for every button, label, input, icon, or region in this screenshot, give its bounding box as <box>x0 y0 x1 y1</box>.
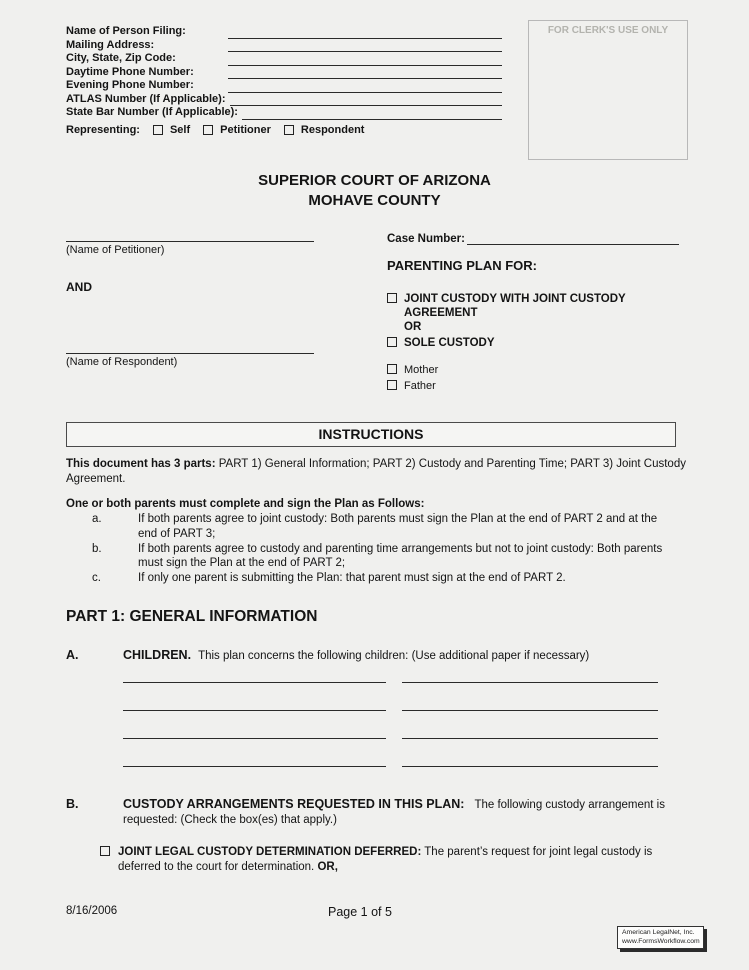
filer-info-block <box>66 25 502 120</box>
child-row-3 <box>123 738 688 739</box>
section-a-body <box>123 648 589 662</box>
section-b-custody-arrangements <box>66 797 688 828</box>
clerk-use-only-box <box>528 20 688 160</box>
legalnet-badge-line1: American LegalNet, Inc. <box>622 929 695 936</box>
deferred-text: The parent’s request for joint legal custody is deferred to the court for determination. <box>118 846 653 873</box>
city-state-zip-line[interactable] <box>228 54 502 66</box>
representing-self-label: Self <box>169 124 191 136</box>
case-caption-block <box>387 233 679 393</box>
child-name-line[interactable] <box>123 710 386 711</box>
item-letter: a. <box>92 513 102 525</box>
footer-date: 8/16/2006 <box>66 905 118 917</box>
sign-instruction-item-c <box>92 571 688 586</box>
respondent-name-line[interactable] <box>66 340 314 354</box>
clerk-use-only-label: FOR CLERK'S USE ONLY <box>547 25 669 36</box>
section-a-children <box>66 648 688 794</box>
item-text: If both parents agree to joint custody: Both parents must sign the Plan at the end of PART 2 and at the end of PART 3; <box>138 513 658 540</box>
item-letter: c. <box>92 572 101 584</box>
or-label: OR <box>404 321 422 333</box>
section-a-text: This plan concerns the following children: (Use additional paper if necessary) <box>198 650 590 662</box>
section-b-letter: B. <box>66 797 79 811</box>
representing-self-checkbox[interactable] <box>153 125 163 135</box>
mother-checkbox[interactable] <box>387 364 397 374</box>
field-label: Daytime Phone Number: <box>66 65 194 78</box>
daytime-phone-line[interactable] <box>228 67 502 79</box>
court-title-line2: MOHAVE COUNTY <box>308 192 441 209</box>
respondent-caption: (Name of Respondent) <box>66 356 178 368</box>
field-row-atlas-number <box>66 93 502 107</box>
field-row-evening-phone <box>66 79 502 93</box>
sign-instruction-item-b <box>92 542 688 571</box>
field-row-name-of-person-filing <box>66 25 502 39</box>
representing-respondent-label: Respondent <box>300 124 365 136</box>
field-label: ATLAS Number (If Applicable): <box>66 92 226 105</box>
atlas-number-line[interactable] <box>230 94 503 106</box>
item-letter: b. <box>92 542 102 555</box>
child-row-4 <box>123 766 688 767</box>
child-name-line[interactable] <box>123 766 386 767</box>
field-row-daytime-phone <box>66 66 502 80</box>
section-b-header <box>66 797 688 828</box>
legalnet-badge <box>617 926 704 949</box>
court-title-line1: SUPERIOR COURT OF ARIZONA <box>258 172 491 189</box>
parent-options <box>387 363 679 393</box>
instructions-banner: INSTRUCTIONS <box>66 422 676 447</box>
case-number-row <box>387 233 679 245</box>
and-label: AND <box>66 280 92 294</box>
item-text: If only one parent is submitting the Plan: that parent must sign at the end of PART 2. <box>138 572 566 584</box>
part1-heading: PART 1: GENERAL INFORMATION <box>66 608 318 625</box>
child-name-line[interactable] <box>123 738 386 739</box>
name-of-person-filing-line[interactable] <box>228 27 502 39</box>
sole-custody-label: SOLE CUSTODY <box>404 337 495 349</box>
sign-instructions-lead: One or both parents must complete and sign the Plan as Follows: <box>66 498 425 510</box>
court-title <box>0 171 749 211</box>
deferred-or: OR, <box>317 860 338 873</box>
petitioner-name-line[interactable] <box>66 228 314 242</box>
sole-custody-option-row <box>387 336 679 350</box>
instructions-intro-rest: PART 1) General Information; PART 2) Custody and Parenting Time; PART 3) Joint Custody Agreement. <box>66 458 686 485</box>
section-b-title: CUSTODY ARRANGEMENTS REQUESTED IN THIS PLAN: <box>123 797 465 811</box>
father-option-row <box>387 379 679 393</box>
section-b-body <box>123 797 683 828</box>
mother-label: Mother <box>404 364 439 376</box>
instructions-intro <box>66 457 688 486</box>
father-label: Father <box>404 380 436 392</box>
case-number-line[interactable] <box>467 234 679 245</box>
instructions-intro-lead: This document has 3 parts: <box>66 458 216 470</box>
custody-options <box>387 292 679 350</box>
child-name-line[interactable] <box>402 710 658 711</box>
child-row-2 <box>123 710 688 711</box>
legalnet-badge-line2: www.FormsWorkflow.com <box>622 937 700 945</box>
joint-custody-label: JOINT CUSTODY WITH JOINT CUSTODY AGREEMENT <box>404 293 626 319</box>
section-b-text: The following custody arrangement is requested: (Check the box(es) that apply.) <box>123 799 665 826</box>
joint-custody-deferred-checkbox[interactable] <box>100 846 110 856</box>
child-name-line[interactable] <box>123 682 386 683</box>
section-a-header <box>66 648 688 662</box>
joint-custody-deferred-item <box>100 845 682 874</box>
field-label: City, State, Zip Code: <box>66 52 176 64</box>
state-bar-number-line[interactable] <box>242 108 502 120</box>
footer-page-number: Page 1 of 5 <box>328 905 392 919</box>
child-name-line[interactable] <box>402 738 658 739</box>
section-a-letter: A. <box>66 648 79 662</box>
evening-phone-line[interactable] <box>228 81 502 93</box>
mailing-address-line[interactable] <box>228 40 502 52</box>
field-label: State Bar Number (If Applicable): <box>66 106 238 118</box>
deferred-title: JOINT LEGAL CUSTODY DETERMINATION DEFERRED: <box>118 846 422 858</box>
field-row-city-state-zip <box>66 52 502 66</box>
field-row-state-bar-number <box>66 106 502 120</box>
father-checkbox[interactable] <box>387 380 397 390</box>
representing-row <box>66 124 364 136</box>
representing-respondent-checkbox[interactable] <box>284 125 294 135</box>
sign-instructions <box>66 497 688 586</box>
sole-custody-checkbox[interactable] <box>387 337 397 347</box>
field-label: Evening Phone Number: <box>66 79 194 91</box>
representing-petitioner-checkbox[interactable] <box>203 125 213 135</box>
item-text: If both parents agree to custody and parenting time arrangements but not to joint custody: Both parents must sign the Plan at the end of PART 2; <box>138 542 663 569</box>
petitioner-caption: (Name of Petitioner) <box>66 244 165 256</box>
joint-custody-checkbox[interactable] <box>387 293 397 303</box>
sign-instruction-item-a <box>92 512 688 541</box>
child-name-line[interactable] <box>402 766 658 767</box>
section-a-title: CHILDREN. <box>123 648 192 662</box>
case-number-label: Case Number: <box>387 233 465 245</box>
parenting-plan-for-label: PARENTING PLAN FOR: <box>387 258 537 273</box>
representing-label: Representing: <box>66 124 140 136</box>
parties-block <box>66 228 316 368</box>
joint-custody-option-row <box>387 292 679 320</box>
field-label: Mailing Address: <box>66 38 155 51</box>
child-row-1 <box>123 682 688 683</box>
children-name-lines <box>123 682 688 767</box>
field-label: Name of Person Filing: <box>66 25 186 37</box>
child-name-line[interactable] <box>402 682 658 683</box>
field-row-mailing-address <box>66 39 502 53</box>
representing-petitioner-label: Petitioner <box>220 124 271 136</box>
mother-option-row <box>387 363 679 377</box>
